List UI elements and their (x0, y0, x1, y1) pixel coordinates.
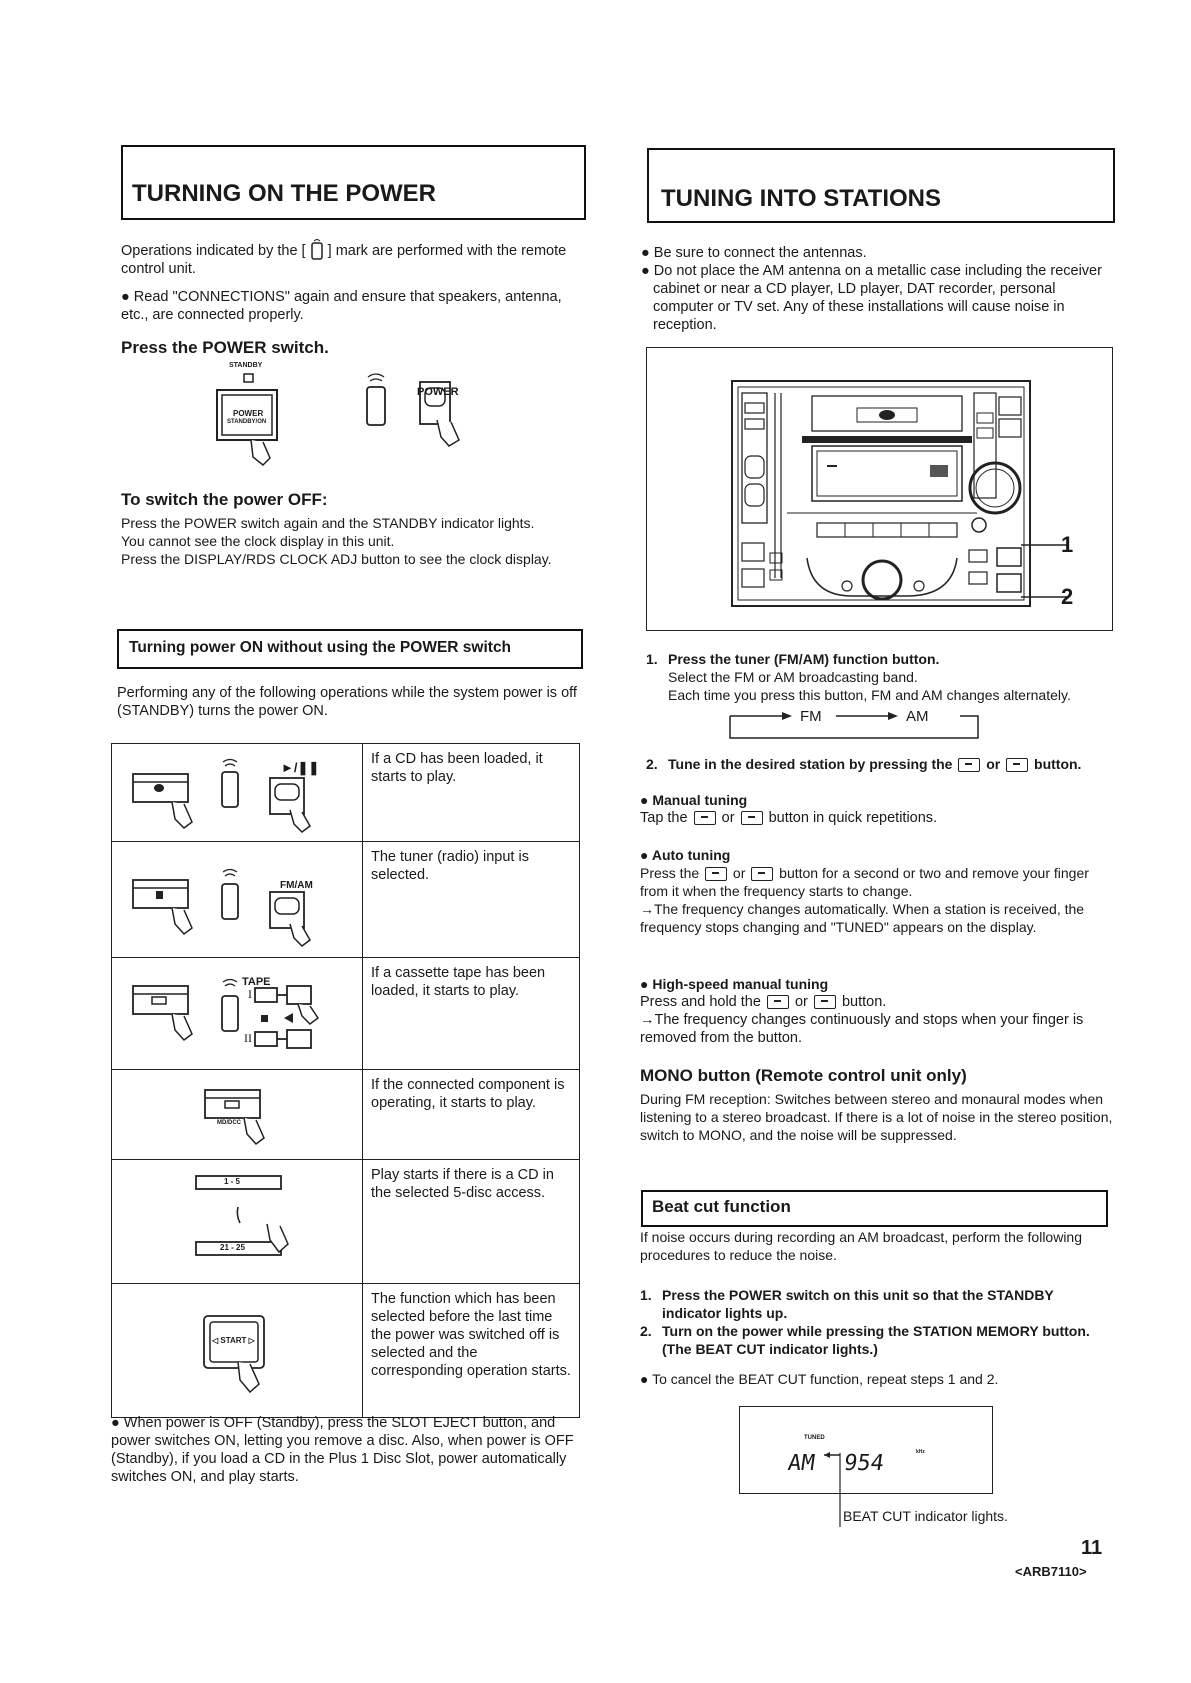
table-row (112, 744, 580, 842)
step-1-title: 1. Press the tuner (FM/AM) function button. (646, 651, 940, 667)
table-row (112, 1160, 580, 1284)
page-number: 11 (1081, 1537, 1103, 1559)
high-speed-tuning (640, 975, 1115, 1047)
power-on-subsection-header (117, 629, 583, 669)
auto-tuning (640, 846, 1115, 936)
tune-up-key-icon (814, 995, 836, 1009)
beat-cut-title: Beat cut function (652, 1197, 791, 1216)
callout-1: 1 (1061, 532, 1074, 557)
tune-down-key-icon (694, 811, 716, 825)
table-row (112, 842, 580, 958)
manual-tuning-title: ● Manual tuning (640, 792, 748, 808)
tune-down-key-icon (958, 758, 980, 772)
cd-play-text: If a CD has been loaded, it starts to play. (363, 744, 580, 842)
beat-cut-step: 2. Turn on the power while pressing the STATION MEMORY button. (The BEAT CUT indicator lights.) (640, 1323, 1090, 1357)
table-row (112, 958, 580, 1070)
power-on-subsection-title: Turning power ON without using the POWER switch (129, 639, 512, 656)
power-on-intro: Performing any of the following operations while the system power is off (STANDBY) turns the power ON. (117, 685, 577, 719)
start-key-label: ◁ START ▷ (212, 1336, 255, 1345)
cd-play-drawing (112, 744, 362, 836)
start-drawing (112, 1284, 362, 1412)
connections-note: ● Read "CONNECTIONS" again and ensure that speakers, antenna, etc., are connected properly. (121, 289, 562, 323)
power-button-label: POWER (233, 409, 264, 418)
disc-21-25-label: 21 - 25 (220, 1243, 245, 1252)
step-1-line: Each time you press this button, FM and AM changes alternately. (668, 687, 1071, 703)
tuning-section-header (647, 148, 1115, 223)
beat-cut-display (739, 1406, 993, 1494)
beat-cut-step: 1. Press the POWER switch on this unit so that the STANDBY indicator lights up. (640, 1287, 1054, 1321)
switch-off-title: To switch the power OFF: (121, 490, 328, 509)
tune-up-key-icon (741, 811, 763, 825)
antenna-notes (641, 244, 1113, 334)
remote-note: Operations indicated by the [ ] mark are performed with the remote control unit. (121, 238, 583, 278)
tape-text: If a cassette tape has been loaded, it starts to play. (363, 958, 580, 1070)
manual-tuning (640, 791, 1115, 827)
callout-2: 2 (1061, 584, 1074, 609)
mono-text: During FM reception: Switches between stereo and monaural modes when listening to a stereo broadcast. If there is a lot of noise in the stereo position, switch to MONO, and the noise will be suppressed. (640, 1091, 1113, 1143)
mono-title: MONO button (Remote control unit only) (640, 1066, 967, 1085)
tune-down-key-icon (767, 995, 789, 1009)
beat-cut-cancel: ● To cancel the BEAT CUT function, repeat steps 1 and 2. (640, 1371, 999, 1387)
beat-cut-header (641, 1190, 1108, 1227)
power-section-header (121, 145, 586, 220)
deck-2-label: II (244, 1031, 252, 1045)
md-dcc-illustration (112, 1070, 363, 1160)
tune-down-key-icon (705, 867, 727, 881)
remote-power-label: POWER (417, 386, 459, 398)
auto-tuning-title: ● Auto tuning (640, 847, 731, 863)
tape-illustration (112, 958, 363, 1070)
tuned-indicator: TUNED (804, 1435, 825, 1441)
tuner-illustration (112, 842, 363, 958)
document-code: <ARB7110> (1015, 1564, 1087, 1579)
switch-off-text (121, 514, 583, 568)
switch-off-line: Press the DISPLAY/RDS CLOCK ADJ button to see the clock display. (121, 551, 552, 567)
start-text: The function which has been selected before the last time the power was switched off is selected and the corresponding operation starts. (363, 1284, 580, 1418)
switch-off-line: Press the POWER switch again and the STANDBY indicator lights. (121, 515, 535, 531)
cd-play-illustration (112, 744, 363, 842)
high-speed-title: ● High-speed manual tuning (640, 976, 829, 992)
power-switch-illustration (215, 362, 475, 467)
display-frequency: 954 (842, 1451, 886, 1476)
beat-cut-intro: If noise occurs during recording an AM broadcast, perform the following procedures to reduce the noise. (640, 1229, 1083, 1263)
slot-eject-note: ● When power is OFF (Standby), press the SLOT EJECT button, and power switches ON, letting you remove a disc. Also, when power is OFF (Standby), if you load a CD in the Plus 1 Disc Slot, power automatically switches ON, and play starts. (111, 1415, 574, 1485)
antenna-bullet: ● Be sure to connect the antennas. (641, 245, 867, 261)
tuning-section-title: TUNING INTO STATIONS (661, 185, 941, 212)
tune-up-key-icon (1006, 758, 1028, 772)
md-dcc-text: If the connected component is operating, it starts to play. (363, 1070, 580, 1160)
beat-cut-steps (640, 1286, 1115, 1358)
tune-up-key-icon (751, 867, 773, 881)
start-illustration (112, 1284, 363, 1418)
standby-on-label: STANDBY/ON (227, 419, 267, 425)
step-1-line: Select the FM or AM broadcasting band. (668, 669, 918, 685)
switch-off-line: You cannot see the clock display in this unit. (121, 533, 395, 549)
tuning-step-2: 2. Tune in the desired station by pressing the or button. (646, 756, 1082, 772)
high-speed-result: →The frequency changes continuously and stops when your finger is removed from the button. (640, 1012, 1084, 1046)
antenna-bullet: ● Do not place the AM antenna on a metallic case including the receiver cabinet or near a CD player, LD player, DAT recorder, personal computer or TV set. Any of these installations will cause noise in reception. (641, 263, 1102, 333)
disc-1-5-label: 1 - 5 (224, 1177, 241, 1186)
display-unit: kHz (916, 1449, 925, 1455)
fm-am-cycle-diagram (728, 708, 988, 744)
display-band: AM (786, 1451, 817, 1476)
power-on-operations-table (111, 743, 580, 1418)
tuner-text: The tuner (radio) input is selected. (363, 842, 580, 958)
fm-am-key-label: FM/AM (280, 880, 313, 891)
deck-1-label: I (248, 987, 252, 1001)
tuning-step-1 (646, 650, 1116, 704)
stereo-unit-figure (646, 347, 1113, 631)
play-pause-key-label: ►/❚❚ (281, 760, 320, 775)
standby-label: STANDBY (229, 362, 263, 369)
stereo-unit-drawing (647, 348, 1112, 630)
tuner-drawing (112, 842, 362, 952)
high-speed-text: Press and hold the or button. (640, 994, 887, 1010)
tape-key-label: TAPE (242, 976, 271, 988)
table-row (112, 1284, 580, 1418)
tape-drawing (112, 958, 362, 1064)
remote-icon (310, 238, 324, 260)
manual-tuning-text: Tap the or button in quick repetitions. (640, 810, 938, 826)
md-dcc-key-label: MD/DCC (217, 1120, 241, 1126)
fm-am-cycle-drawing (728, 708, 988, 744)
press-power-heading: Press the POWER switch. (121, 338, 329, 357)
auto-tuning-result: →The frequency changes automatically. When a station is received, the frequency stops changing and "TUNED" appears on the display. (640, 901, 1085, 935)
fm-label: FM (800, 708, 822, 725)
disc-access-text: Play starts if there is a CD in the selected 5-disc access. (363, 1160, 580, 1284)
md-dcc-drawing (112, 1070, 362, 1154)
table-row (112, 1070, 580, 1160)
am-label: AM (906, 708, 929, 725)
beat-cut-caption: BEAT CUT indicator lights. (843, 1508, 1008, 1524)
disc-access-illustration (112, 1160, 363, 1284)
power-section-title: TURNING ON THE POWER (132, 180, 436, 207)
auto-tuning-text: Press the or button for a second or two and remove your finger from it when the frequency starts to change. (640, 865, 1089, 899)
